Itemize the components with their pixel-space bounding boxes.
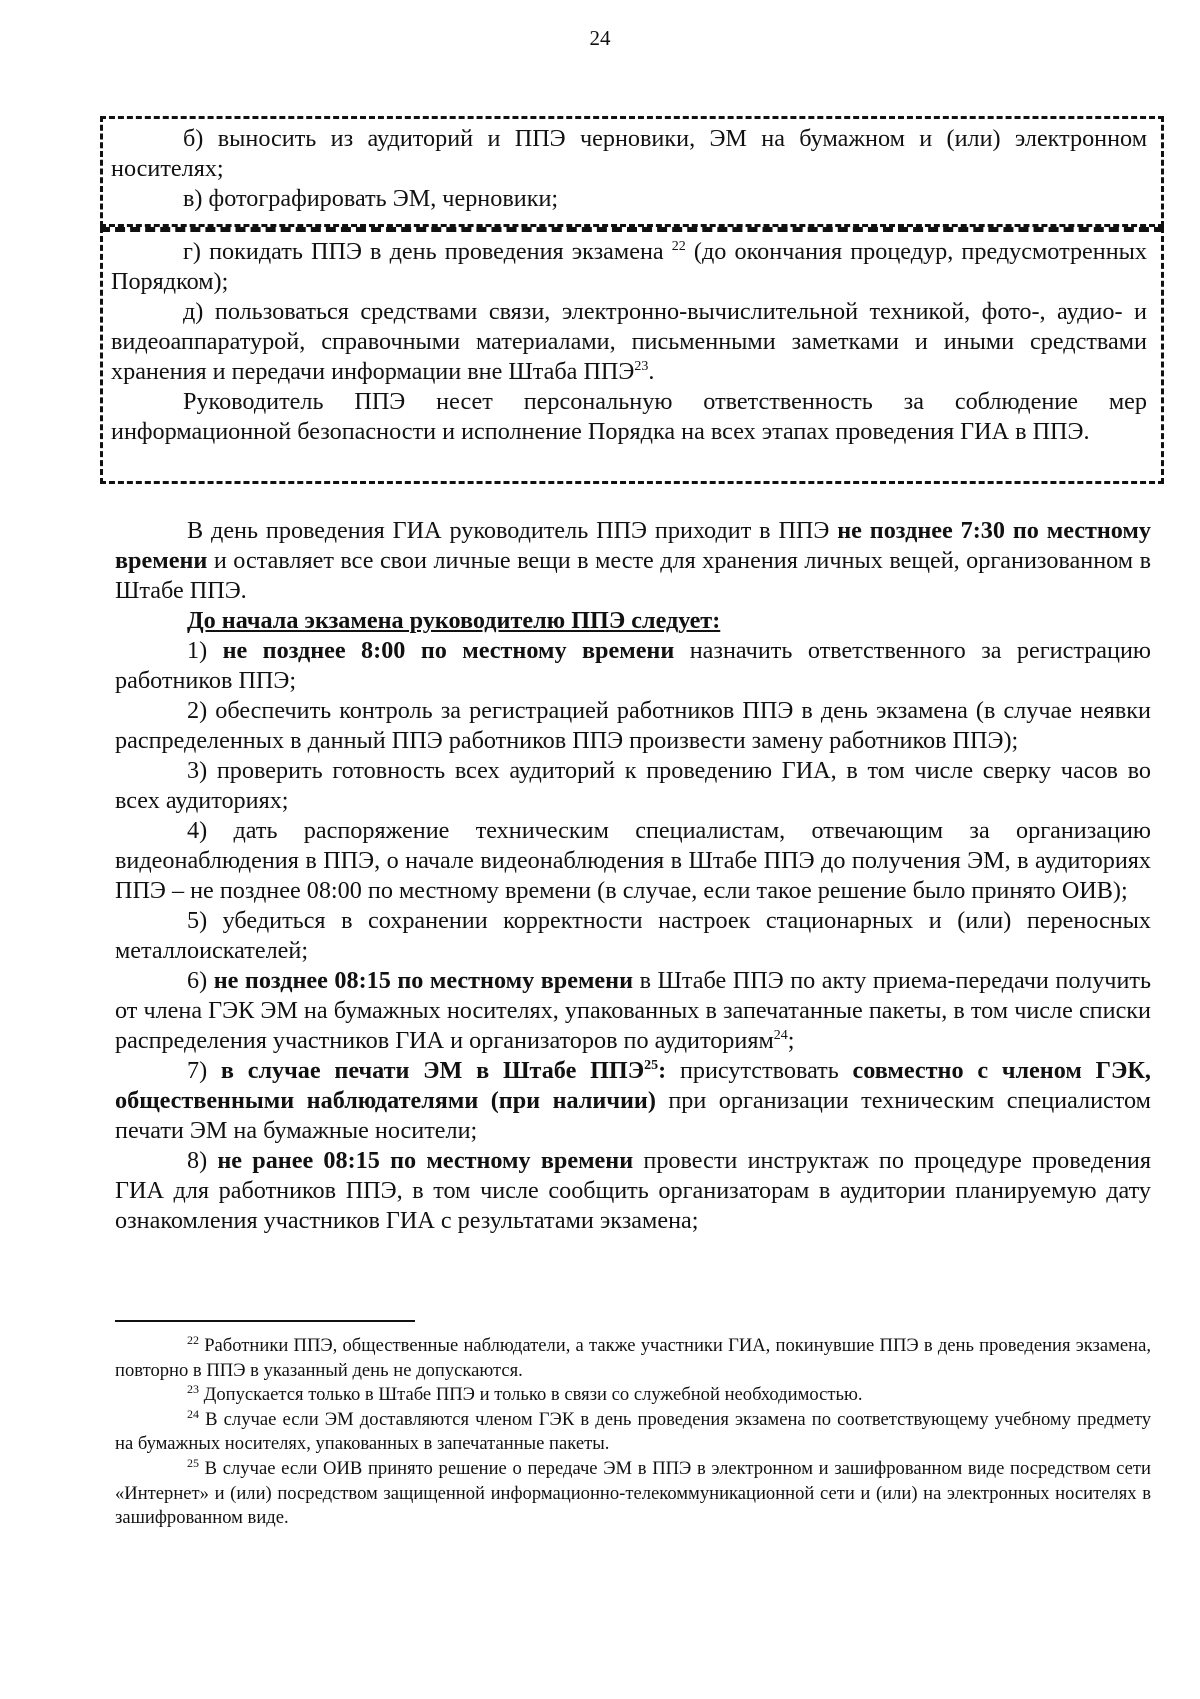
item-7-colon: : [658, 1057, 667, 1084]
item-7-text: при организации техническим специалистом печати ЭМ на бумажные носители; [115, 1087, 1151, 1144]
intro-text: В день проведения ГИА руководитель ППЭ приходит в ППЭ [187, 517, 838, 544]
item-2: 2) обеспечить контроль за регистрацией работников ППЭ в день экзамена (в случае неявки распределенных в данный ППЭ работников ППЭ произвести замену работников ППЭ); [115, 697, 1151, 754]
footnote-23 [115, 1383, 1151, 1408]
item-8-text: провести инструктаж по процедуре проведения ГИА для работников ППЭ, в том числе сообщить организаторам в аудитории планируемую дату ознакомления участников ГИА с результатами экзамена; [115, 1147, 1151, 1234]
item-8-bold: не ранее 08:15 по местному времени [217, 1147, 634, 1174]
footnotes [115, 1334, 1151, 1531]
footnote-22-text: Работники ППЭ, общественные наблюдатели, а также участники ГИА, покинувшие ППЭ в день проведения экзамена, повторно в ППЭ в указанный день не допускаются. [115, 1335, 1151, 1381]
item-6-num: 6) [187, 967, 214, 994]
footnote-ref-22: 22 [671, 239, 686, 254]
main-text [115, 516, 1151, 1236]
item-6-end: ; [787, 1027, 795, 1054]
footnote-ref-23: 23 [634, 359, 649, 374]
prohibition-b: б) выносить из аудиторий и ППЭ черновики, ЭМ на бумажном и (или) электронном носителях; [111, 125, 1147, 182]
footnote-23-text: Допускается только в Штабе ППЭ и только в связи со служебной необходимостью. [199, 1384, 863, 1406]
responsibility-paragraph: Руководитель ППЭ несет персональную ответственность за соблюдение мер информационной безопасности и исполнение Порядка на всех этапах проведения ГИА в ППЭ. [111, 388, 1147, 445]
prohibition-d-text: д) пользоваться средствами связи, электронно-вычислительной техникой, фото-, аудио- и видеоаппаратурой, справочными материалами, письменными заметками и иными средствами хранения и передачи информации вне Штаба ППЭ [111, 298, 1147, 385]
dashed-box-prohibitions-1 [100, 116, 1164, 227]
item-7-num: 7) [187, 1057, 221, 1084]
item-7 [115, 1056, 1151, 1146]
item-1-bold: не позднее 8:00 по местному времени [222, 637, 675, 664]
prohibition-d-end: . [648, 358, 655, 385]
item-1 [115, 636, 1151, 696]
section-heading-text: До начала экзамена руководителю ППЭ следует: [187, 607, 721, 634]
intro-bold: не позднее 7:30 по местному времени [115, 517, 1151, 574]
item-4: 4) дать распоряжение техническим специалистам, отвечающим за организацию видеонаблюдения в ППЭ, о начале видеонаблюдения в Штабе ППЭ до получения ЭМ, в аудиториях ППЭ – не позднее 08:00 по местному времени (в случае, если такое решение было принято ОИВ); [115, 817, 1151, 904]
item-1-text: назначить ответственного за регистрацию работников ППЭ; [115, 637, 1151, 694]
item-8 [115, 1146, 1151, 1236]
prohibition-g [111, 237, 1147, 297]
item-6-text: в Штабе ППЭ по акту приема-передачи получить от члена ГЭК ЭМ на бумажных носителях, упакованных в запечатанные пакеты, в том числе списки распределения участников ГИА и организаторов по аудиториям [115, 967, 1151, 1054]
footnote-22-num: 22 [187, 1333, 199, 1347]
item-6-bold: не позднее 08:15 по местному времени [213, 967, 634, 994]
prohibition-v: в) фотографировать ЭМ, черновики; [183, 185, 559, 212]
item-8-num: 8) [187, 1147, 218, 1174]
footnote-24 [115, 1408, 1151, 1457]
footnote-25 [115, 1457, 1151, 1531]
footnote-25-text: В случае если ОИВ принято решение о передаче ЭМ в ППЭ в электронном и зашифрованном виде посредством сети «Интернет» и (или) посредством защищенной информационно-телекоммуникационной сети и (или) на электронных носителях в зашифрованном виде. [115, 1457, 1151, 1529]
footnote-ref-24: 24 [773, 1028, 788, 1043]
item-7-mid: присутствовать [666, 1057, 853, 1084]
intro-paragraph [115, 516, 1151, 606]
prohibition-d [111, 297, 1147, 387]
footnote-separator [115, 1320, 415, 1322]
page-number: 24 [589, 26, 611, 50]
footnote-24-text: В случае если ЭМ доставляются членом ГЭК в день проведения экзамена по соответствующему учебному предмету на бумажных носителях, упакованных в запечатанные пакеты. [115, 1408, 1151, 1455]
footnote-23-num: 23 [187, 1382, 199, 1397]
item-7-bold-1: в случае печати ЭМ в Штабе ППЭ [220, 1057, 645, 1084]
item-6 [115, 966, 1151, 1056]
footnote-25-num: 25 [187, 1455, 199, 1470]
footnote-ref-25: 25 [644, 1058, 659, 1073]
item-5: 5) убедиться в сохранении корректности настроек стационарных и (или) переносных металлоискателей; [115, 907, 1151, 964]
item-7-bold-2: совместно с членом ГЭК, общественными наблюдателями (при наличии) [115, 1057, 1151, 1114]
prohibition-g-text: г) покидать ППЭ в день проведения экзамена [183, 238, 664, 265]
footnote-24-num: 24 [187, 1406, 199, 1421]
intro-text-end: и оставляет все свои личные вещи в месте для хранения личных вещей, организованном в Штабе ППЭ. [115, 547, 1151, 604]
section-heading [115, 606, 1151, 636]
footnote-22 [115, 1334, 1151, 1383]
prohibition-g-text-end: (до окончания процедур, предусмотренных Порядком); [111, 238, 1148, 295]
dashed-box-prohibitions-2 [100, 227, 1164, 484]
item-3: 3) проверить готовность всех аудиторий к проведению ГИА, в том числе сверку часов во всех аудиториях; [115, 757, 1151, 814]
item-1-num: 1) [187, 637, 223, 664]
